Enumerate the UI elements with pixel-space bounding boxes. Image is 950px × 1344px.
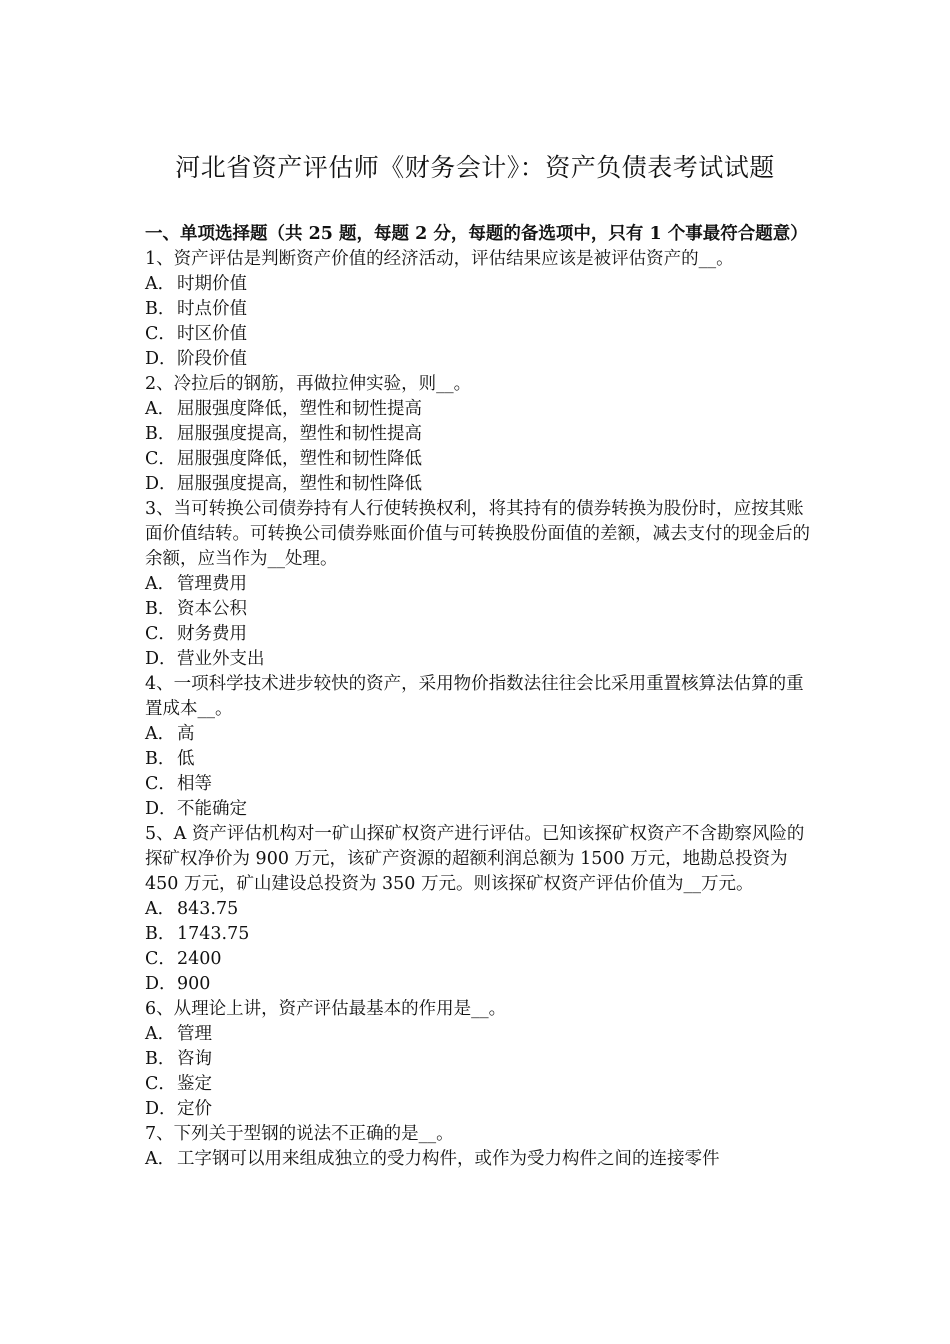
option-d bbox=[145, 647, 810, 672]
option-a bbox=[145, 572, 810, 597]
option-text: 资本公积 bbox=[177, 599, 247, 619]
option-b bbox=[145, 297, 810, 322]
option-letter: A． bbox=[145, 399, 176, 419]
option-d bbox=[145, 472, 810, 497]
option-letter: C． bbox=[145, 1074, 176, 1094]
option-text: 管理费用 bbox=[177, 574, 247, 594]
option-b bbox=[145, 747, 810, 772]
option-letter: B． bbox=[145, 299, 176, 319]
option-letter: D． bbox=[145, 1099, 177, 1119]
option-letter: A． bbox=[145, 724, 176, 744]
option-c bbox=[145, 772, 810, 797]
section-heading: 一、单项选择题（共 25 题，每题 2 分，每题的备选项中，只有 1 个事最符合题意） bbox=[145, 224, 808, 244]
option-a bbox=[145, 1147, 810, 1172]
option-c bbox=[145, 622, 810, 647]
option-text: 时期价值 bbox=[177, 274, 247, 294]
option-text: 低 bbox=[177, 749, 195, 769]
question-text: 5、A 资产评估机构对一矿山探矿权资产进行评估。已知该探矿权资产不含勘察风险的探矿权净价为 900 万元，该矿产资源的超额利润总额为 1500 万元，地勘总投资为 450 万元，矿山建设总投资为 350 万元。则该探矿权资产评估价值为__万元。 bbox=[145, 824, 805, 894]
option-d bbox=[145, 347, 810, 372]
option-d bbox=[145, 797, 810, 822]
option-text: 咨询 bbox=[177, 1049, 212, 1069]
option-text: 843.75 bbox=[177, 899, 239, 919]
question-1 bbox=[145, 247, 810, 372]
option-b bbox=[145, 422, 810, 447]
option-letter: A． bbox=[145, 574, 176, 594]
option-text: 财务费用 bbox=[177, 624, 247, 644]
question-4 bbox=[145, 672, 810, 822]
question-text: 3、当可转换公司债券持有人行使转换权利，将其持有的债券转换为股份时，应按其账面价值结转。可转换公司债券账面价值与可转换股份面值的差额，减去支付的现金后的余额，应当作为__处理。 bbox=[145, 499, 810, 569]
option-letter: C． bbox=[145, 949, 176, 969]
option-text: 不能确定 bbox=[177, 799, 247, 819]
option-letter: C． bbox=[145, 774, 176, 794]
option-text: 相等 bbox=[177, 774, 212, 794]
option-c bbox=[145, 947, 810, 972]
option-text: 鉴定 bbox=[177, 1074, 212, 1094]
question-3 bbox=[145, 497, 810, 672]
option-text: 高 bbox=[177, 724, 195, 744]
option-letter: A． bbox=[145, 1024, 176, 1044]
question-text: 4、一项科学技术进步较快的资产，采用物价指数法往往会比采用重置核算法估算的重置成本__。 bbox=[145, 674, 804, 719]
option-letter: B． bbox=[145, 1049, 176, 1069]
option-a bbox=[145, 897, 810, 922]
option-text: 屈服强度提高，塑性和韧性降低 bbox=[177, 474, 422, 494]
document-title: 河北省资产评估师《财务会计》：资产负债表考试试题 bbox=[175, 153, 775, 182]
question-6 bbox=[145, 997, 810, 1122]
option-text: 定价 bbox=[177, 1099, 212, 1119]
question-text: 7、下列关于型钢的说法不正确的是__。 bbox=[145, 1124, 454, 1144]
question-5 bbox=[145, 822, 810, 997]
option-a bbox=[145, 397, 810, 422]
option-letter: A． bbox=[145, 274, 176, 294]
option-letter: B． bbox=[145, 599, 176, 619]
option-text: 900 bbox=[177, 974, 211, 994]
option-c bbox=[145, 447, 810, 472]
option-text: 工字钢可以用来组成独立的受力构件，或作为受力构件之间的连接零件 bbox=[177, 1149, 720, 1169]
option-letter: D． bbox=[145, 799, 177, 819]
option-b bbox=[145, 1047, 810, 1072]
question-text: 1、资产评估是判断资产价值的经济活动，评估结果应该是被评估资产的__。 bbox=[145, 249, 734, 269]
option-a bbox=[145, 272, 810, 297]
option-letter: A． bbox=[145, 899, 176, 919]
option-text: 营业外支出 bbox=[177, 649, 265, 669]
option-a bbox=[145, 1022, 810, 1047]
option-letter: B． bbox=[145, 424, 176, 444]
option-c bbox=[145, 1072, 810, 1097]
option-text: 2400 bbox=[177, 949, 222, 969]
option-d bbox=[145, 972, 810, 997]
option-text: 1743.75 bbox=[177, 924, 250, 944]
option-c bbox=[145, 322, 810, 347]
question-2 bbox=[145, 372, 810, 497]
option-d bbox=[145, 1097, 810, 1122]
option-letter: D． bbox=[145, 974, 177, 994]
document-body bbox=[145, 222, 810, 1172]
option-text: 管理 bbox=[177, 1024, 212, 1044]
question-text: 6、从理论上讲，资产评估最基本的作用是__。 bbox=[145, 999, 507, 1019]
option-letter: A． bbox=[145, 1149, 176, 1169]
option-letter: C． bbox=[145, 449, 176, 469]
option-letter: C． bbox=[145, 324, 176, 344]
option-letter: B． bbox=[145, 749, 176, 769]
option-a bbox=[145, 722, 810, 747]
question-7 bbox=[145, 1122, 810, 1172]
option-b bbox=[145, 922, 810, 947]
option-text: 时区价值 bbox=[177, 324, 247, 344]
option-text: 阶段价值 bbox=[177, 349, 247, 369]
option-text: 屈服强度降低，塑性和韧性提高 bbox=[177, 399, 422, 419]
option-letter: D． bbox=[145, 474, 177, 494]
option-letter: D． bbox=[145, 349, 177, 369]
question-text: 2、冷拉后的钢筋，再做拉伸实验，则__。 bbox=[145, 374, 472, 394]
option-text: 屈服强度降低，塑性和韧性降低 bbox=[177, 449, 422, 469]
option-letter: C． bbox=[145, 624, 176, 644]
option-letter: D． bbox=[145, 649, 177, 669]
option-text: 时点价值 bbox=[177, 299, 247, 319]
option-letter: B． bbox=[145, 924, 176, 944]
option-text: 屈服强度提高，塑性和韧性提高 bbox=[177, 424, 422, 444]
option-b bbox=[145, 597, 810, 622]
